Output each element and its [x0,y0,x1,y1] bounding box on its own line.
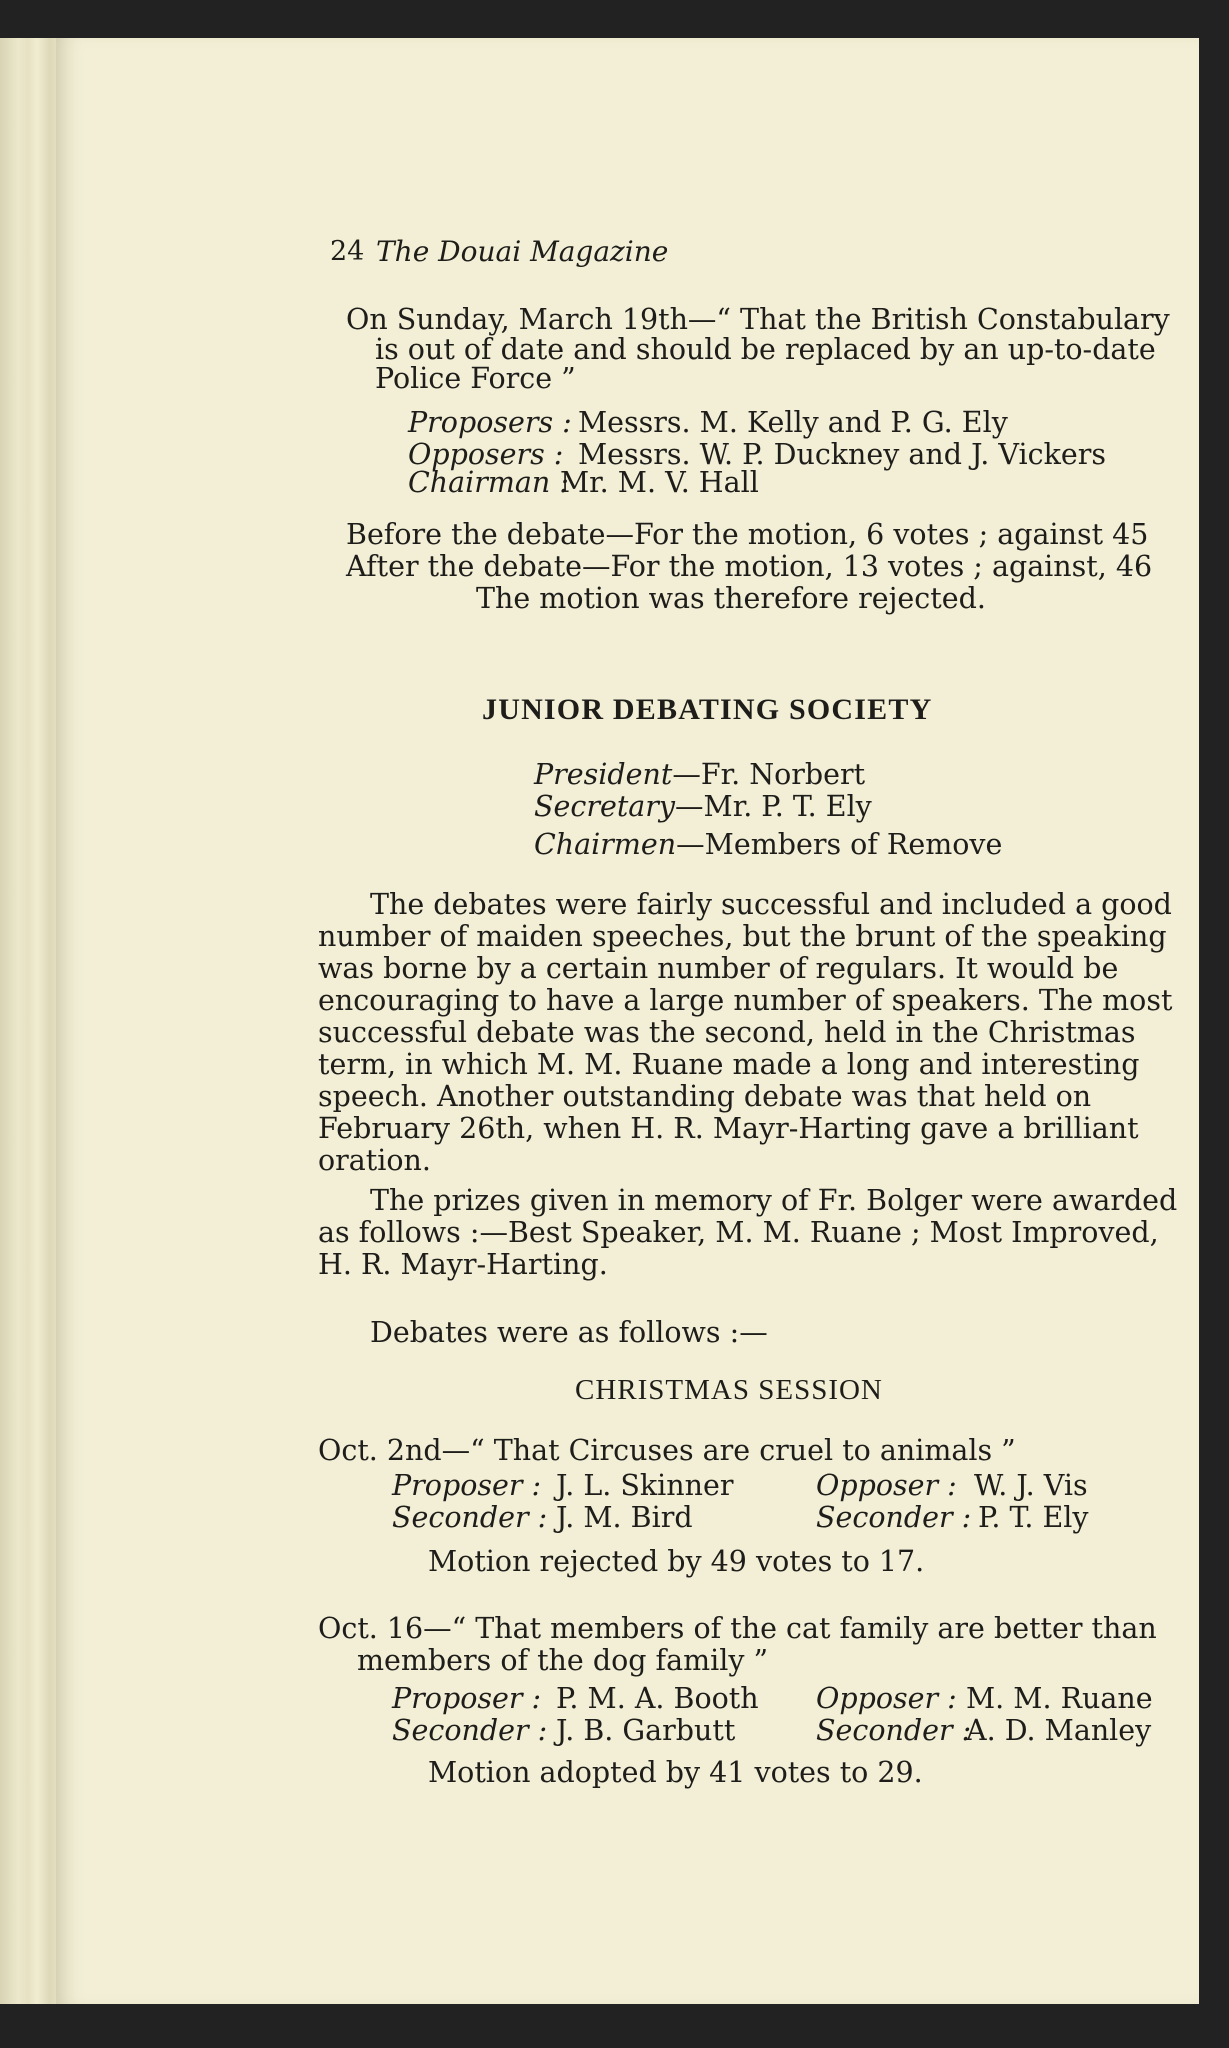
chairmen-line [534,830,1002,860]
debate-2-opposer-label: Opposer : [816,1682,957,1715]
debate-1-opposer: W. J. Vis [974,1469,1088,1502]
debate-2-title: Oct. 16—“ That members of the cat family are better than [318,1612,1157,1645]
debate-2-seconder-label: Seconder : [392,1714,548,1747]
opposers-label: Opposers : [408,438,564,471]
debate-2-result: Motion adopted by 41 votes to 29. [428,1756,923,1789]
chairman-value: Mr. M. V. Hall [560,466,759,499]
debate-intro-line-2: is out of date and should be replaced by an up-to-date [375,333,1156,366]
paragraph-1-line: successful debate was the second, held in the Christmas [318,1016,1136,1049]
debate-1-seconder-pro: J. M. Bird [556,1501,693,1534]
debate-2-title-cont: members of the dog family ” [357,1644,769,1677]
vote-after: After the debate—For the motion, 13 votes ; against, 46 [346,550,1153,583]
paragraph-1-line: oration. [318,1144,431,1177]
secretary-line [534,792,872,822]
president-value: —Fr. Norbert [672,758,866,791]
secretary-label: Secretary [534,790,676,823]
debate-2-seconder-opp: A. D. Manley [966,1714,1152,1747]
debate-1-seconder-label: Seconder : [392,1501,548,1534]
paragraph-1-line: The debates were fairly successful and included a good [370,888,1172,921]
president-label: President [534,758,673,791]
paragraph-1-line: number of maiden speeches, but the brunt of the speaking [318,920,1167,953]
section-heading: JUNIOR DEBATING SOCIETY [482,693,933,726]
paragraph-1-line: term, in which M. M. Ruane made a long and interesting [318,1048,1140,1081]
debate-2-proposer: P. M. A. Booth [556,1682,759,1715]
debate-1-result: Motion rejected by 49 votes to 17. [428,1545,925,1578]
chairmen-label: Chairmen [534,828,677,861]
debate-2-seconder-label-opp: Seconder : [816,1714,972,1747]
debate-2-proposer-label: Proposer : [392,1682,542,1715]
page-number: 24 [330,236,365,267]
paragraph-1-line: February 26th, when H. R. Mayr-Harting gave a brilliant [318,1112,1139,1145]
debate-1-seconder-label-opp: Seconder : [816,1501,972,1534]
paragraph-2-line: as follows :—Best Speaker, M. M. Ruane ; Most Improved, [318,1216,1159,1249]
proposers-value: Messrs. M. Kelly and P. G. Ely [578,406,1008,439]
president-line [534,760,865,790]
debate-intro-line-1: On Sunday, March 19th—“ That the British Constabulary [346,303,1170,336]
paragraph-1-line: encouraging to have a large number of speakers. The most [318,984,1173,1017]
debate-1-proposer-label: Proposer : [392,1469,542,1502]
debate-1-title: Oct. 2nd—“ That Circuses are cruel to animals ” [318,1434,1016,1467]
magazine-title: The Douai Magazine [376,235,669,268]
chairman-label: Chairman : [408,466,569,499]
paragraph-1-line: speech. Another outstanding debate was that held on [318,1080,1092,1113]
debates-intro: Debates were as follows :— [370,1316,768,1349]
secretary-value: —Mr. P. T. Ely [675,790,872,823]
session-heading: CHRISTMAS SESSION [575,1374,883,1406]
debate-intro-line-3: Police Force ” [375,362,576,395]
paragraph-1-line: was borne by a certain number of regulars. It would be [318,952,1119,985]
debate-2-opposer: M. M. Ruane [966,1682,1153,1715]
opposers-value: Messrs. W. P. Duckney and J. Vickers [578,438,1106,471]
debate-1-opposer-label: Opposer : [816,1469,957,1502]
motion-result: The motion was therefore rejected. [476,582,986,615]
debate-1-seconder-opp: P. T. Ely [978,1501,1089,1534]
vote-before: Before the debate—For the motion, 6 votes ; against 45 [346,518,1149,551]
debate-2-seconder-pro: J. B. Garbutt [556,1714,736,1747]
paragraph-2-line: H. R. Mayr-Harting. [318,1248,608,1281]
proposers-label: Proposers : [408,406,572,439]
page-edge-stack [0,38,62,2004]
chairmen-value: —Members of Remove [676,828,1003,861]
debate-1-proposer: J. L. Skinner [556,1469,734,1502]
paragraph-2-line: The prizes given in memory of Fr. Bolger were awarded [370,1184,1178,1217]
